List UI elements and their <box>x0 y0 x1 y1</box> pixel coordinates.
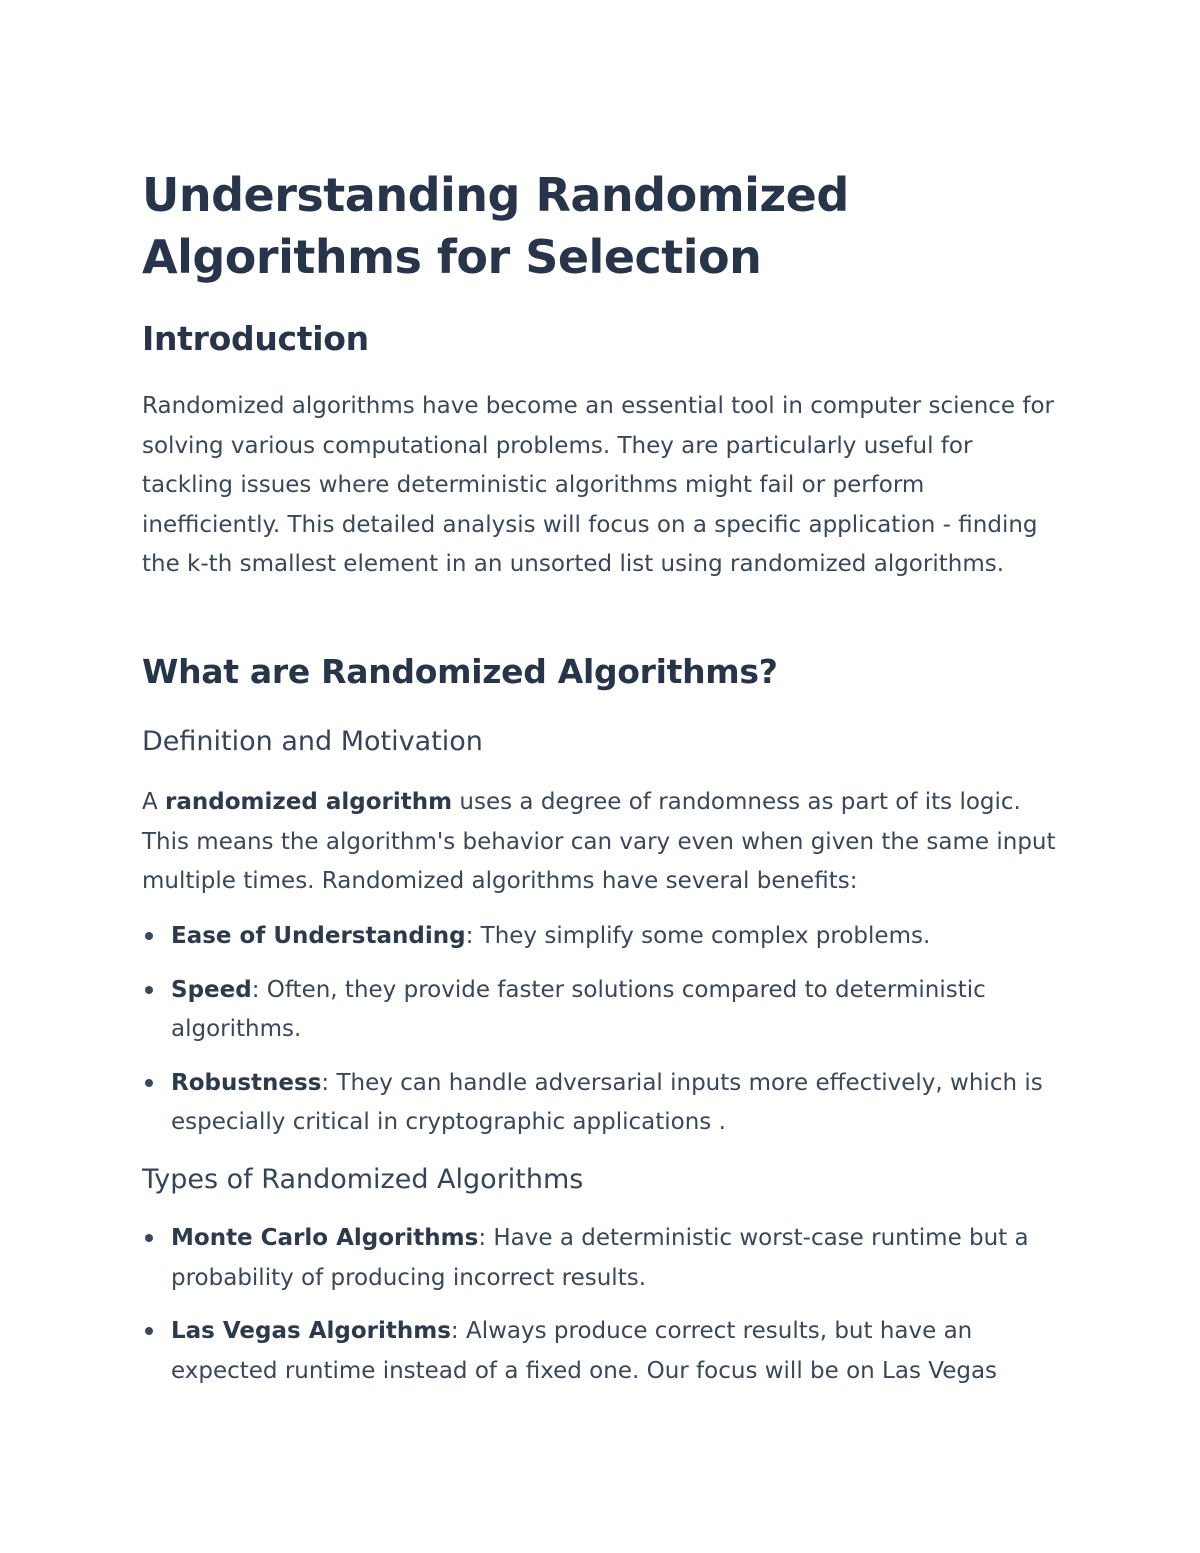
benefit-term: Speed <box>171 976 252 1003</box>
definition-text: uses a degree of randomness as part of its logic. This means the algorithm's behavior can vary even when given the same input multiple times. Randomized algorithms have several benefits: <box>142 789 1056 894</box>
types-list <box>142 1219 1057 1405</box>
bullet-icon <box>145 986 153 994</box>
benefit-text: : They can handle adversarial inputs more effectively, which is especially critical in cryptographic applications . <box>171 1069 1043 1135</box>
section-heading-introduction: Introduction <box>142 319 369 358</box>
bullet-icon <box>145 1079 153 1087</box>
type-term: Monte Carlo Algorithms <box>171 1225 479 1251</box>
type-text: : Always produce correct results, but have an expected runtime instead of a fixed one. Our focus will be on Las Vegas <box>171 1318 998 1384</box>
definition-paragraph <box>142 783 1057 902</box>
section-heading-what-are: What are Randomized Algorithms? <box>142 652 778 691</box>
bullet-icon <box>145 1327 153 1335</box>
type-text: : Have a deterministic worst-case runtime but a probability of producing incorrect results. <box>171 1225 1029 1291</box>
type-term: Las Vegas Algorithms <box>171 1318 451 1344</box>
list-item <box>142 971 1057 1050</box>
bullet-icon <box>145 932 153 940</box>
benefit-text: : Often, they provide faster solutions compared to deterministic algorithms. <box>171 976 986 1042</box>
benefit-term: Robustness <box>171 1069 322 1096</box>
definition-term: randomized algorithm <box>165 789 453 815</box>
subheading-definition: Definition and Motivation <box>142 726 483 757</box>
subheading-types: Types of Randomized Algorithms <box>142 1164 584 1195</box>
list-item <box>142 1064 1057 1143</box>
bullet-icon <box>145 1234 153 1242</box>
list-item <box>142 917 1057 957</box>
intro-paragraph: Randomized algorithms have become an essential tool in computer science for solving various computational problems. They are particularly useful for tackling issues where deterministic algorithms might fail or perform inefficiently. This detailed analysis will focus on a specific application - finding the k-th smallest element in an unsorted list using randomized algorithms. <box>142 393 1055 577</box>
benefit-text: : They simplify some complex problems. <box>465 923 931 949</box>
list-item <box>142 1219 1057 1298</box>
list-item <box>142 1312 1057 1391</box>
benefits-list <box>142 917 1057 1157</box>
page-title: Understanding Randomized Algorithms for Selection <box>142 168 849 284</box>
benefit-term: Ease of Understanding <box>171 923 466 949</box>
definition-prefix: A <box>142 789 166 815</box>
